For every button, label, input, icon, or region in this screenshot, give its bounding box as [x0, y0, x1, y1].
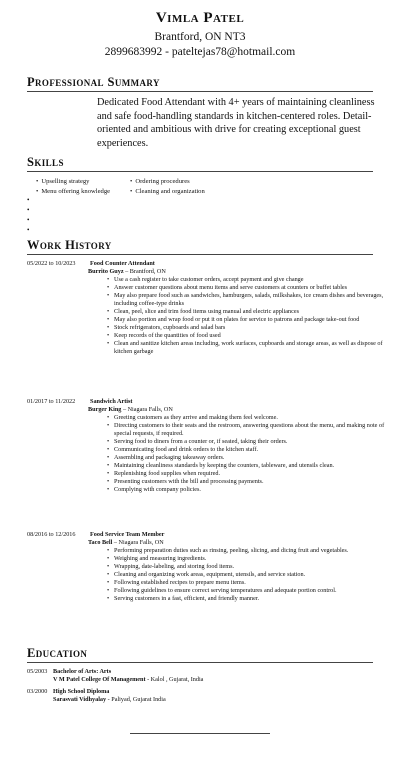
- job-duties: [107, 414, 394, 494]
- education-school: Sarasvati Vidhyalay: [53, 696, 107, 703]
- empty-bullet: •: [27, 226, 30, 234]
- job-dates: 05/2022 to 10/2023: [27, 260, 76, 267]
- job-duty: • Maintaining cleanliness standards by keeping the counters, tableware, and utensils clean.: [114, 462, 394, 470]
- job-duty: • Stock refrigerators, cupboards and salad bars: [114, 324, 394, 332]
- footer-divider: [130, 733, 270, 734]
- job-duty: • Serving customers in a fast, efficient, and friendly manner.: [114, 595, 394, 603]
- job-duty: • Clean and sanitize kitchen areas including, work surfaces, cupboards and storage areas, as well as dispose of kitchen garbage: [114, 340, 394, 356]
- job-duty: • Assembling and packaging takeaway orders.: [114, 454, 394, 462]
- job-duties: [107, 276, 394, 356]
- work-heading: Work History: [27, 238, 112, 252]
- job-duty: • Cleaning and organizing work areas, equipment, utensils, and service station.: [114, 571, 394, 579]
- empty-bullet: •: [27, 196, 30, 204]
- education-heading: Education: [27, 646, 88, 660]
- job-duty: • Serving food to diners from a counter or, if seated, taking their orders.: [114, 438, 394, 446]
- job-duty: • May also prepare food such as sandwiches, hamburgers, salads, milkshakes, ice cream dishes and beverages, including coffee-type drinks: [114, 292, 394, 308]
- job-duty: • May also portion and wrap food or put it on plates for service to patrons and package take-out food: [114, 316, 394, 324]
- education-location: - Kalol , Gujarat, India: [147, 676, 204, 683]
- education-school-line: [53, 676, 203, 684]
- job-dates: 01/2017 to 11/2022: [27, 398, 76, 405]
- empty-bullet: •: [27, 206, 30, 214]
- education-location: - Paliyad, Gujarat India: [107, 696, 166, 703]
- job-duty: • Weighing and measuring ingredients.: [114, 555, 394, 563]
- job-location: – Niagara Falls, ON: [122, 406, 173, 413]
- summary-divider: [27, 91, 373, 92]
- summary-heading: Professional Summary: [27, 75, 160, 89]
- job-employer-line: [88, 406, 173, 414]
- job-employer: Taco Bell: [88, 539, 113, 546]
- education-degree: High School Diploma: [53, 688, 110, 695]
- empty-bullet: •: [27, 216, 30, 224]
- skill-item: • Ordering procedures: [130, 177, 190, 187]
- education-degree: Bachelor of Arts: Arts: [53, 668, 112, 675]
- job-duty: • Replenishing food supplies when required.: [114, 470, 394, 478]
- job-duty: • Keep records of the quantities of food used: [114, 332, 394, 340]
- job-duty: • Complying with company policies.: [114, 486, 394, 494]
- summary-text: Dedicated Food Attendant with 4+ years of maintaining cleanliness and safe food-handling standards in kitchen-centered roles. Detail-oriented and ambitious with drive for creating exceptional guest experiences.: [97, 97, 375, 149]
- job-duty: • Following guidelines to ensure correct serving temperatures and adequate portion control.: [114, 587, 394, 595]
- job-duty: • Use a cash register to take customer orders, accept payment and give change: [114, 276, 394, 284]
- job-duties: [107, 547, 394, 603]
- job-duty: • Performing preparation duties such as rinsing, peeling, slicing, and dicing fruit and vegetables.: [114, 547, 394, 555]
- contact-line: 2899683992 - pateltejas78@hotmail.com: [104, 46, 296, 58]
- job-duty: • Directing customers to their seats and the restroom, answering questions about the menu, and making note of special requests, if required.: [114, 422, 394, 438]
- location-line: Brantford, ON NT3: [154, 31, 246, 43]
- candidate-name: Vimla Patel: [155, 10, 245, 26]
- job-employer-line: [88, 268, 166, 276]
- skills-divider: [27, 171, 373, 172]
- education-date: 03/2000: [27, 688, 48, 695]
- education-date: 05/2003: [27, 668, 48, 675]
- job-location: – Brantford, ON: [125, 268, 166, 275]
- job-title: Food Counter Attendant: [90, 260, 155, 267]
- education-school-line: [53, 696, 166, 704]
- job-duty: • Following established recipes to prepare menu items.: [114, 579, 394, 587]
- job-employer: Burrito Guyz: [88, 268, 124, 275]
- job-duty: • Greeting customers as they arrive and making them feel welcome.: [114, 414, 394, 422]
- work-divider: [27, 254, 373, 255]
- job-duty: • Communicating food and drink orders to the kitchen staff.: [114, 446, 394, 454]
- skill-item: • Upselling strategy: [36, 177, 89, 187]
- job-location: – Niagara Falls, ON: [113, 539, 164, 546]
- job-duty: • Answer customer questions about menu items and serve customers at counters or buffet tables: [114, 284, 394, 292]
- skill-item: • Cleaning and organization: [130, 187, 205, 197]
- skill-item: • Menu offering knowledge: [36, 187, 110, 197]
- job-title: Food Service Team Member: [90, 531, 165, 538]
- job-employer: Burger King: [88, 406, 122, 413]
- job-duty: • Clean, peel, slice and trim food items using manual and electric appliances: [114, 308, 394, 316]
- skills-heading: Skills: [27, 155, 64, 169]
- job-duty: • Presenting customers with the bill and processing payments.: [114, 478, 394, 486]
- job-duty: • Wrapping, date-labeling, and storing food items.: [114, 563, 394, 571]
- job-employer-line: [88, 539, 164, 547]
- education-school: V M Patel College Of Management: [53, 676, 146, 683]
- education-divider: [27, 662, 373, 663]
- job-dates: 08/2016 to 12/2016: [27, 531, 76, 538]
- job-title: Sandwich Artist: [90, 398, 133, 405]
